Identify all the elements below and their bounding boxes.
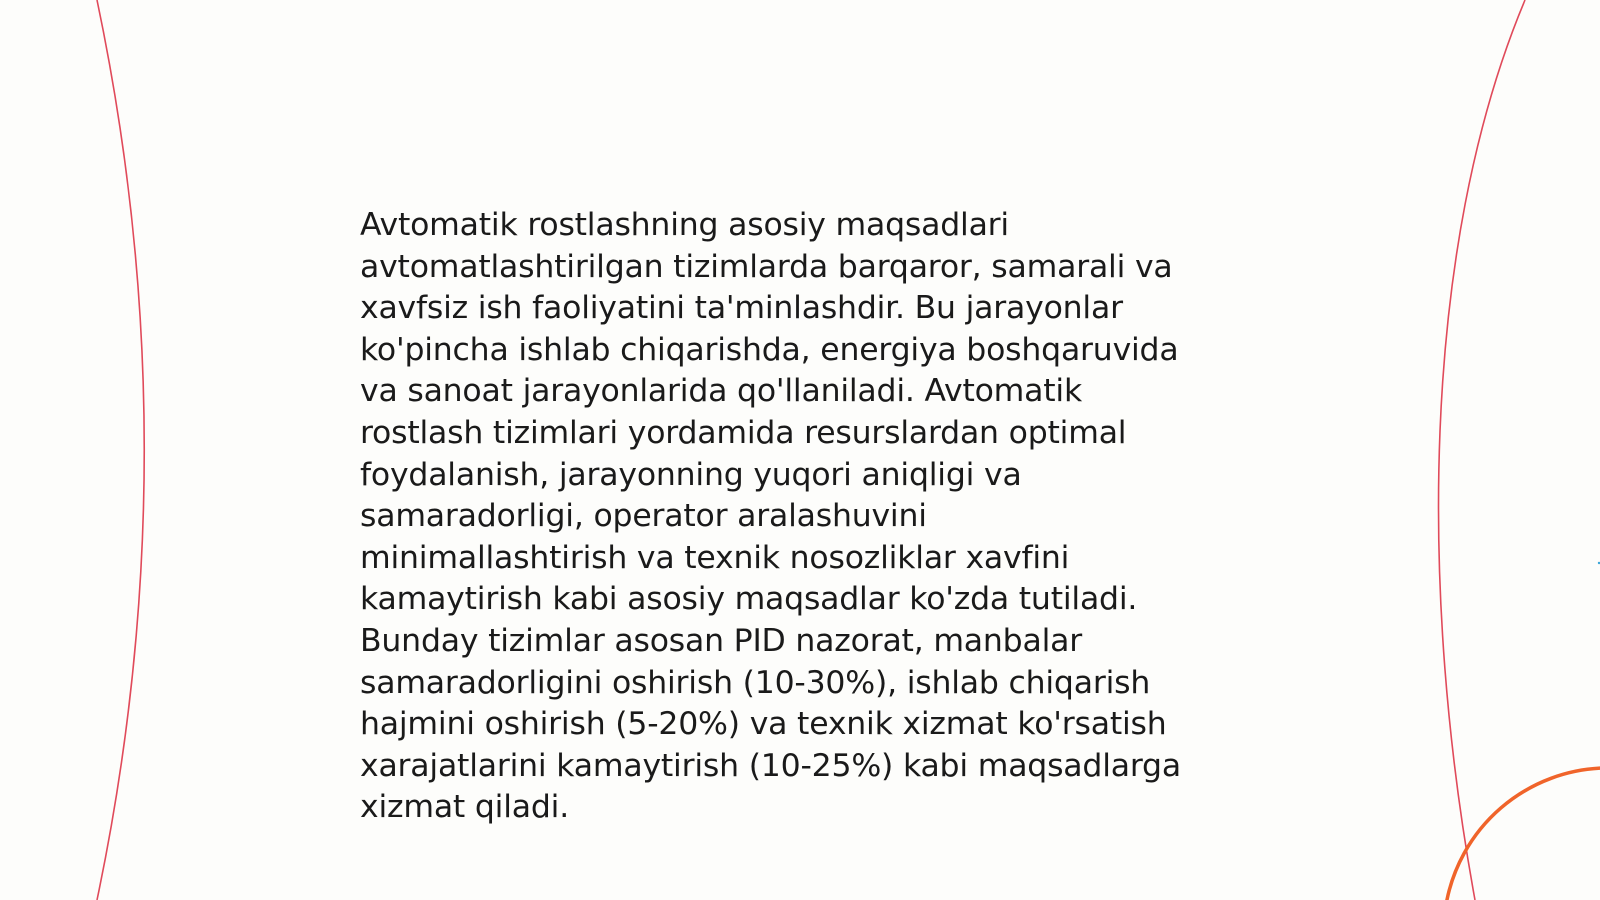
text-line: samaradorligi, operator aralashuvini [360,498,927,535]
text-line: rostlash tizimlari yordamida resurslardan optimal [360,414,1127,451]
text-line: minimallashtirish va texnik nosozliklar xavfini [360,539,1070,576]
text-line: ko'pincha ishlab chiqarishda, energiya boshqaruvida [360,331,1179,368]
text-line: Avtomatik rostlashning asosiy maqsadlari [360,207,1009,243]
text-line: xarajatlarini kamaytirish (10-25%) kabi maqsadlarga [360,747,1181,784]
text-line: kamaytirish kabi asosiy maqsadlar ko'zda tutiladi. [360,581,1138,618]
text-line: Bunday tizimlar asosan PID nazorat, manbalar [360,622,1082,659]
text-line: foydalanish, jarayonning yuqori aniqligi va [360,456,1022,493]
right-curve-line [1439,0,1525,900]
body-text [360,205,1220,829]
text-line: avtomatlashtirilgan tizimlarda barqaror, samarali va [360,248,1173,285]
text-line: xizmat qiladi. [360,789,570,826]
text-line: va sanoat jarayonlarida qo'llaniladi. Avtomatik [360,373,1083,410]
text-line: hajmini oshirish (5-20%) va texnik xizmat ko'rsatish [360,706,1167,743]
text-line: xavfsiz ish faoliyatini ta'minlashdir. Bu jarayonlar [360,290,1123,327]
left-curve-line [97,0,144,900]
accent-arc [1446,768,1600,900]
text-line: samaradorligini oshirish (10-30%), ishlab chiqarish [360,664,1151,701]
